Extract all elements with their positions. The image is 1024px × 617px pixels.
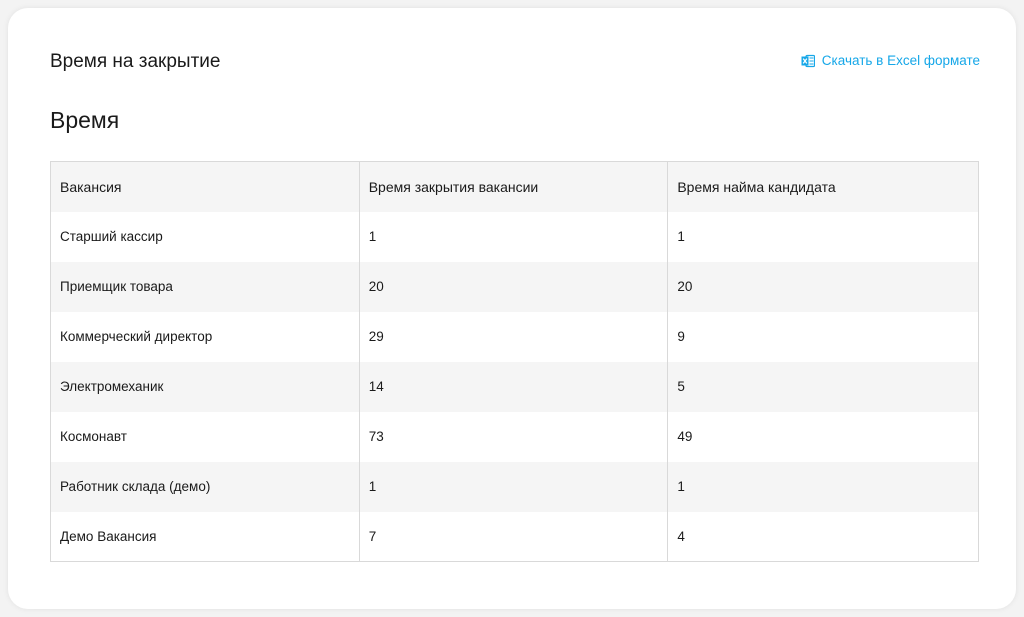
cell-hiring-time: 9	[668, 312, 979, 362]
cell-vacancy: Электромеханик	[51, 362, 360, 412]
table-row	[51, 262, 979, 312]
report-card	[8, 8, 1016, 609]
table-row	[51, 212, 979, 262]
table-row	[51, 462, 979, 512]
cell-closing-time: 14	[359, 362, 668, 412]
card-header	[50, 50, 980, 78]
column-header-closing-time: Время закрытия вакансии	[359, 162, 668, 212]
export-excel-link[interactable]	[801, 52, 980, 70]
table-row	[51, 412, 979, 462]
card-title: Время на закрытие	[50, 51, 221, 72]
cell-hiring-time: 1	[668, 212, 979, 262]
excel-icon	[801, 54, 815, 68]
column-header-vacancy: Вакансия	[51, 162, 360, 212]
section-title: Время	[50, 107, 120, 133]
cell-closing-time: 7	[359, 512, 668, 562]
table-row	[51, 312, 979, 362]
cell-closing-time: 1	[359, 212, 668, 262]
table-header-row	[51, 162, 979, 212]
cell-hiring-time: 20	[668, 262, 979, 312]
cell-vacancy: Космонавт	[51, 412, 360, 462]
table-row	[51, 362, 979, 412]
cell-hiring-time: 1	[668, 462, 979, 512]
column-header-hiring-time: Время найма кандидата	[668, 162, 979, 212]
cell-hiring-time: 5	[668, 362, 979, 412]
cell-hiring-time: 4	[668, 512, 979, 562]
table-row	[51, 512, 979, 562]
cell-closing-time: 20	[359, 262, 668, 312]
cell-closing-time: 73	[359, 412, 668, 462]
cell-vacancy: Работник склада (демо)	[51, 462, 360, 512]
cell-vacancy: Старший кассир	[51, 212, 360, 262]
cell-closing-time: 29	[359, 312, 668, 362]
vacancy-time-table	[50, 161, 979, 562]
cell-vacancy: Приемщик товара	[51, 262, 360, 312]
export-label: Скачать в Excel формате	[821, 53, 980, 68]
cell-closing-time: 1	[359, 462, 668, 512]
cell-vacancy: Демо Вакансия	[51, 512, 360, 562]
cell-hiring-time: 49	[668, 412, 979, 462]
cell-vacancy: Коммерческий директор	[51, 312, 360, 362]
